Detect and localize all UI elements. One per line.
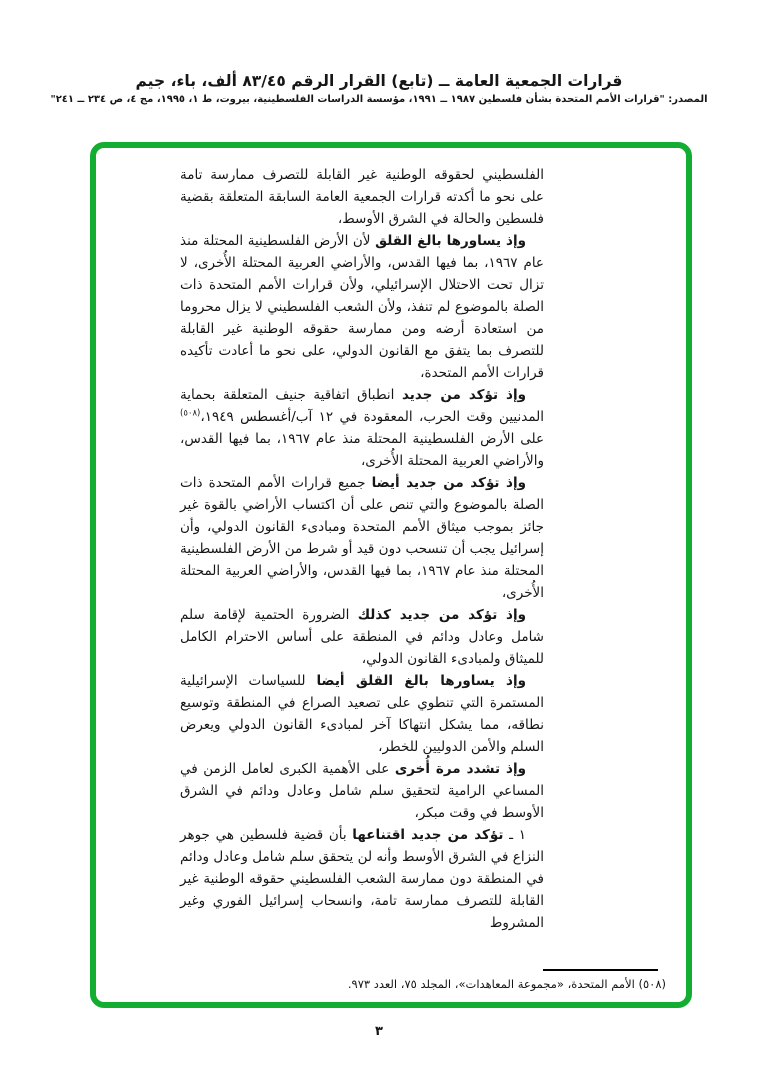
paragraph-text: على الأهمية الكبرى لعامل الزمن في المساعي الرامية لتحقيق سلم شامل وعادل ودائم في الشرق الأوسط في وقت مبكر، <box>180 761 544 821</box>
footnote-separator <box>543 969 658 971</box>
paragraph-text: انطباق اتفاقية جنيف المتعلقة بحماية المدنيين وقت الحرب، المعقودة في ١٢ آب/أغسطس ١٩٤٩، <box>180 387 544 425</box>
content-border-box <box>90 142 692 1008</box>
paragraph-lead-phrase: وإذ يساورها بالغ القلق أيضا <box>316 673 526 689</box>
footnote-text: (٥٠٨) الأمم المتحدة، «مجموعة المعاهدات»، المجلد ٧٥، العدد ٩٧٣. <box>347 977 666 991</box>
resolution-paragraphs <box>180 164 544 934</box>
page-header <box>0 0 758 105</box>
paragraph-text: للسياسات الإسرائيلية المستمرة التي تنطوي على تصعيد الصراع في المنطقة وتوسيع نطاقه، مما يشكل انتهاكا آخر لمبادىء القانون الدولي ويعرض السلم والأمن الدوليين للخطر، <box>180 673 544 755</box>
paragraph-lead-phrase: وإذ يساورها بالغ القلق <box>375 233 526 249</box>
resolution-paragraph <box>180 384 544 472</box>
page-number: ٣ <box>375 1024 383 1039</box>
resolution-paragraph <box>180 758 544 824</box>
paragraph-text: الفلسطيني لحقوقه الوطنية غير القابلة للتصرف ممارسة تامة على نحو ما أكدته قرارات الجمعية العامة السابقة المتعلقة بقضية فلسطين والحالة في الشرق الأوسط، <box>180 167 544 227</box>
resolution-paragraph <box>180 604 544 670</box>
document-title: قرارات الجمعية العامة ــ (تابع) القرار الرقم ٨٣/٤٥ ألف، باء، جيم <box>135 72 623 90</box>
paragraph-text: بأن قضية فلسطين هي جوهر النزاع في الشرق الأوسط وأنه لن يتحقق سلم شامل وعادل ودائم في المنطقة دون ممارسة الشعب الفلسطيني حقوقه الوطنية غير القابلة للتصرف ممارسة تامة، وانسحاب إسرائيل الفوري وغير المشروط <box>180 827 544 931</box>
document-source-line: المصدر: "قرارات الأمم المتحدة بشأن فلسطين ١٩٨٧ ــ ١٩٩١، مؤسسة الدراسات الفلسطينية، بيروت، ط ١، ١٩٩٥، مج ٤، ص ٢٣٤ ــ ٢٤١" <box>50 94 708 105</box>
paragraph-text: الضرورة الحتمية لإقامة سلم شامل وعادل ودائم في المنطقة على أساس الاحترام الكامل للميثاق ولمبادىء القانون الدولي، <box>180 607 544 667</box>
paragraph-text: على الأرض الفلسطينية المحتلة منذ عام ١٩٦٧، بما فيها القدس، والأراضي العربية المحتلة الأُخرى، <box>180 431 544 469</box>
paragraph-lead-phrase: وإذ تؤكد من جديد أيضا <box>371 475 526 491</box>
resolution-paragraph <box>180 670 544 758</box>
paragraph-text: جميع قرارات الأمم المتحدة ذات الصلة بالموضوع والتي تنص على أن اكتساب الأراضي بالقوة غير جائز بموجب ميثاق الأمم المتحدة ومبادىء القانون الدولي، وأن إسرائيل يجب أن تنسحب دون قيد أو شرط من الأرض الفلسطينية المحتلة منذ عام ١٩٦٧، بما فيها القدس، والأراضي العربية المحتلة الأُخرى، <box>180 475 544 601</box>
paragraph-text: لأن الأرض الفلسطينية المحتلة منذ عام ١٩٦٧، بما فيها القدس، والأراضي العربية المحتلة الأُخرى، لا تزال تحت الاحتلال الإسرائيلي، ولأن قرارات الأمم المتحدة ذات الصلة بالموضوع لم تنفذ، ولأن الشعب الفلسطيني لا يزال محروما من استعادة أرضه ومن ممارسة حقوقه الوطنية غير القابلة للتصرف بما يتفق مع القانون الدولي، على نحو ما أعادت تأكيده قرارات الأمم المتحدة، <box>180 233 544 381</box>
paragraph-lead-phrase: تؤكد من جديد اقتناعها <box>352 827 504 843</box>
paragraph-text: ١ ـ <box>503 827 526 843</box>
resolution-paragraph <box>180 472 544 604</box>
paragraph-lead-phrase: وإذ تؤكد من جديد <box>402 387 526 403</box>
resolution-paragraph <box>180 230 544 384</box>
footnote-reference: (٥٠٨) <box>180 408 201 419</box>
footnote-area <box>126 969 666 992</box>
paragraph-lead-phrase: وإذ تؤكد من جديد كذلك <box>357 607 526 623</box>
resolution-paragraph <box>180 164 544 230</box>
resolution-paragraph <box>180 824 544 934</box>
paragraph-lead-phrase: وإذ تشدد مرة أُخرى <box>394 761 527 777</box>
